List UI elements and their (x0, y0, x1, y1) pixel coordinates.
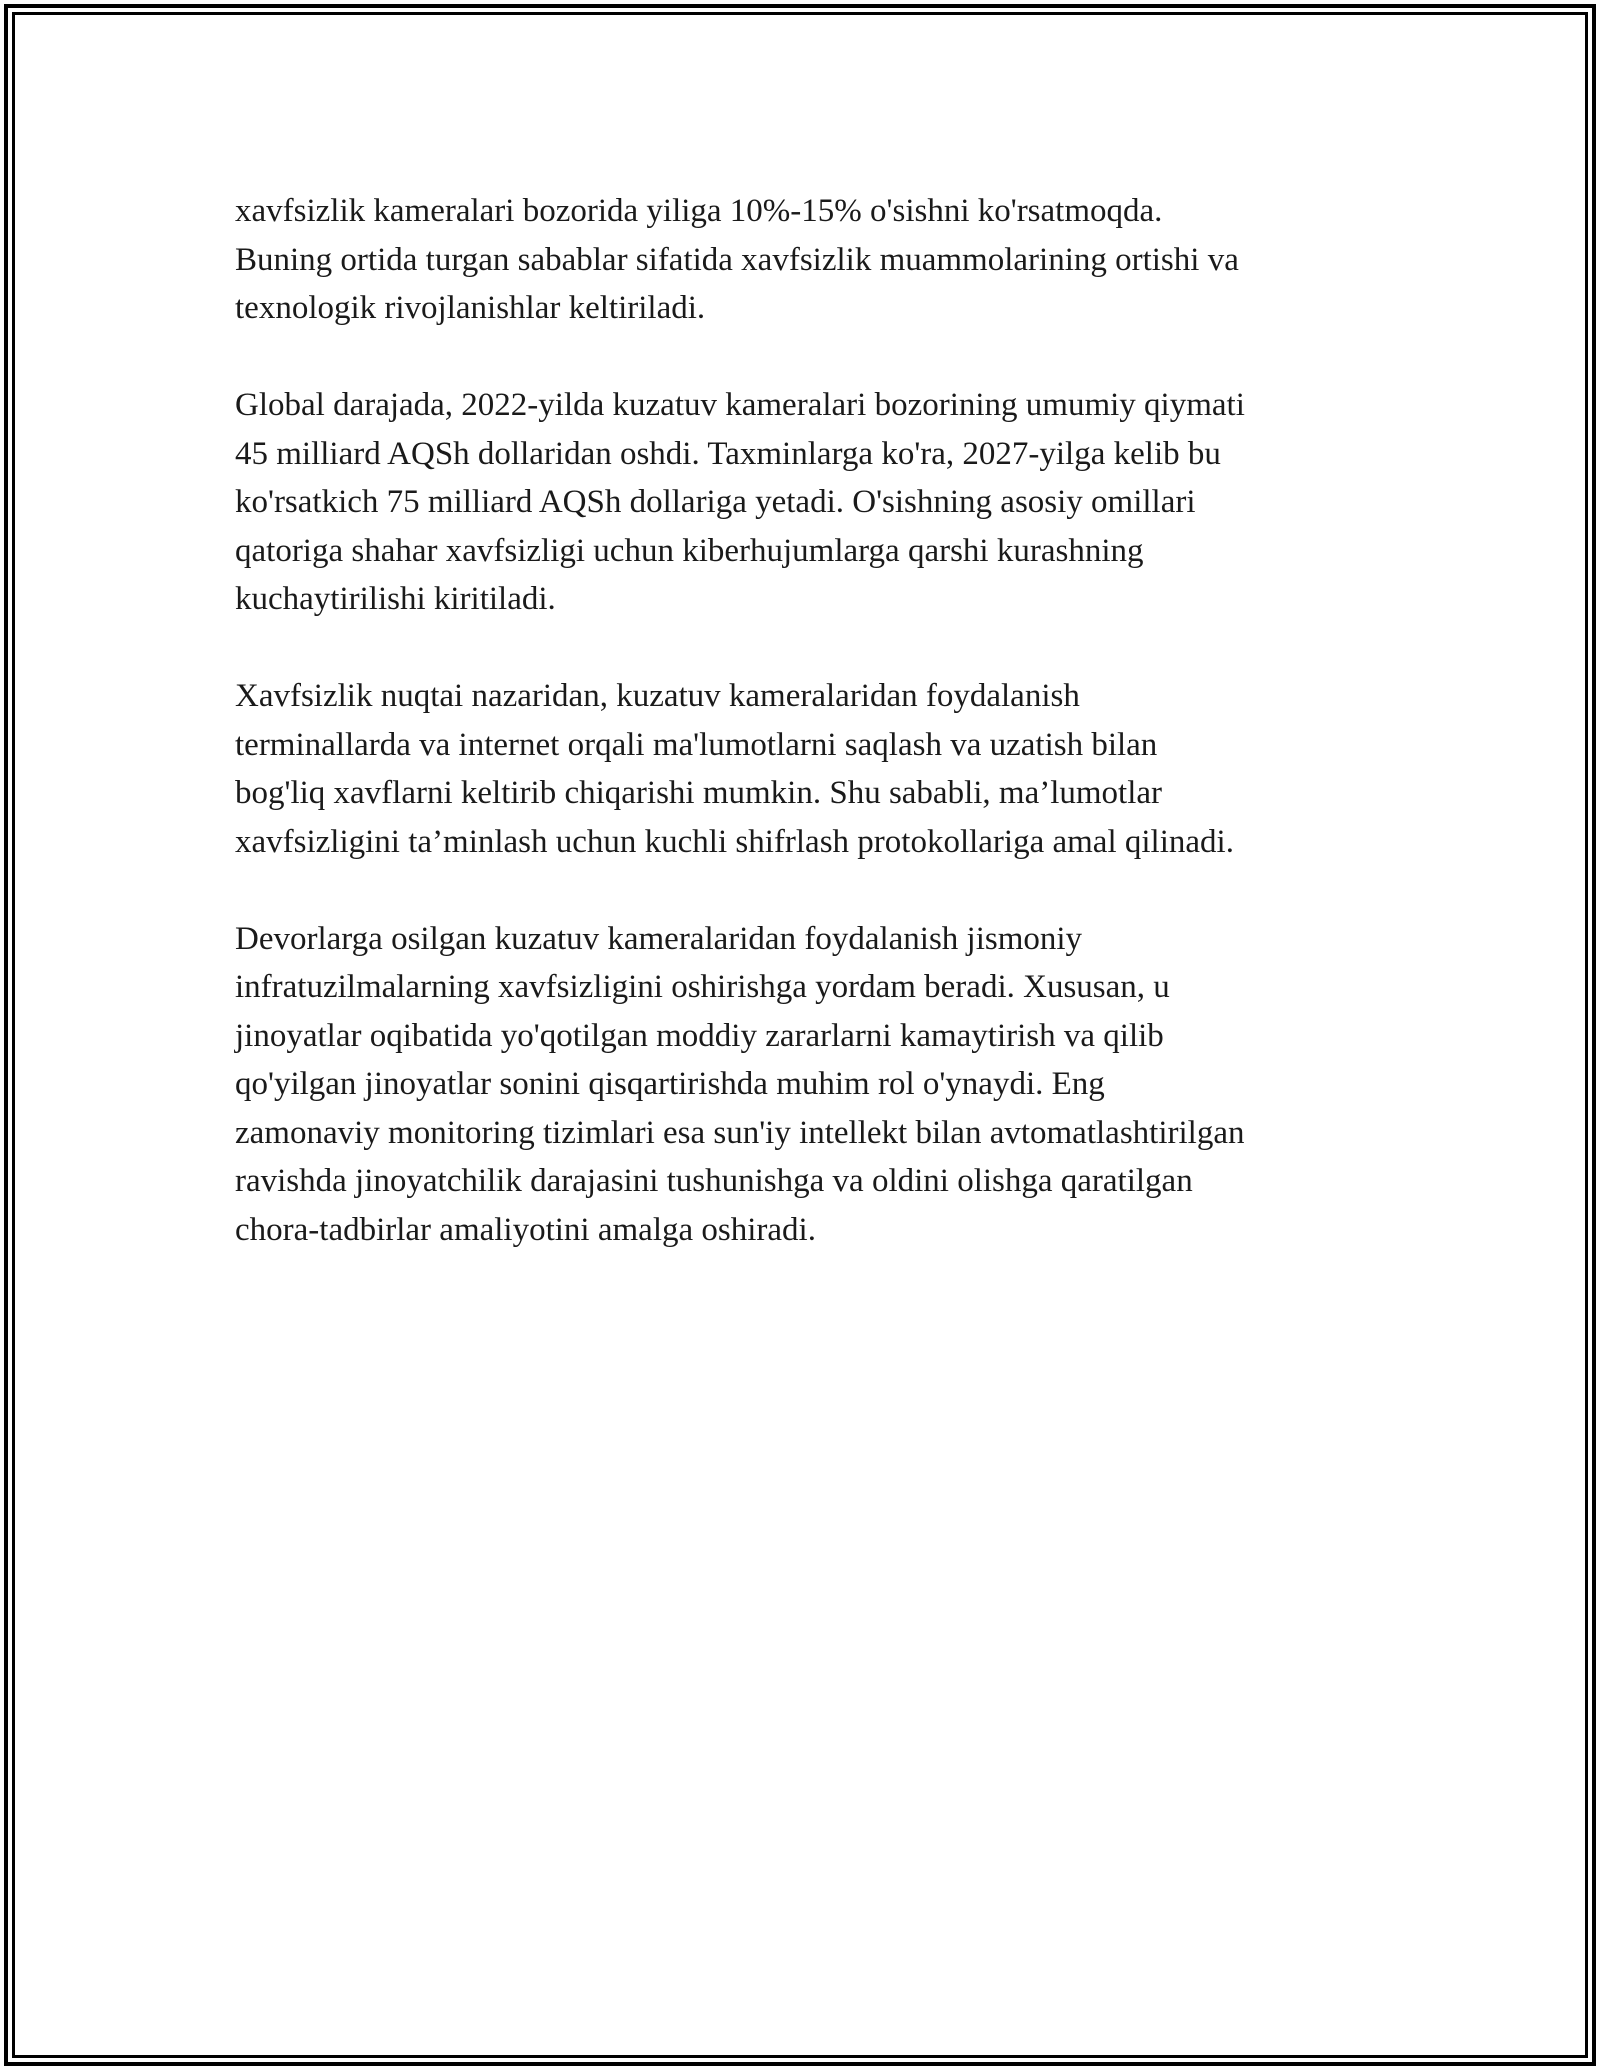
text-line: Xavfsizlik nuqtai nazaridan, kuzatuv kameralaridan foydalanish (235, 678, 1080, 714)
text-line: qatoriga shahar xavfsizligi uchun kiberhujumlarga qarshi kurashning (235, 532, 1144, 569)
paragraph-market-growth (235, 187, 1375, 333)
text-line: zamonaviy monitoring tizimlari esa sun'iy intellekt bilan avtomatlashtirilgan (235, 1114, 1245, 1151)
text-line: Buning ortida turgan sabablar sifatida xavfsizlik muammolarining ortishi va (235, 241, 1239, 278)
text-line: bog'liq xavflarni keltirib chiqarishi mumkin. Shu sababli, ma’lumotlar (235, 775, 1163, 811)
text-line: ravishda jinoyatchilik darajasini tushunishga va oldini olishga qaratilgan (235, 1163, 1193, 1199)
text-line: 45 milliard AQSh dollaridan oshdi. Taxminlarga ko'ra, 2027-yilga kelib bu (235, 435, 1221, 472)
text-line: xavfsizlik kameralari bozorida yiliga 10%-15% o'sishni ko'rsatmoqda. (235, 193, 1163, 229)
document-body (235, 187, 1375, 1303)
text-line: qo'yilgan jinoyatlar sonini qisqartirishda muhim rol o'ynaydi. Eng (235, 1066, 1105, 1102)
text-line: Devorlarga osilgan kuzatuv kameralaridan foydalanish jismoniy (235, 920, 1083, 957)
text-line: jinoyatlar oqibatida yo'qotilgan moddiy zararlarni kamaytirish va qilib (235, 1017, 1164, 1054)
text-line: kuchaytirilishi kiritiladi. (235, 581, 556, 617)
text-line: terminallarda va internet orqali ma'lumotlarni saqlash va uzatish bilan (235, 726, 1158, 763)
paragraph-physical-security (235, 915, 1375, 1255)
paragraph-data-security (235, 672, 1375, 866)
text-line: ko'rsatkich 75 milliard AQSh dollariga yetadi. O'sishning asosiy omillari (235, 484, 1196, 520)
text-line: chora-tadbirlar amaliyotini amalga oshiradi. (235, 1211, 816, 1248)
paragraph-global-market (235, 381, 1375, 624)
text-line: infratuzilmalarning xavfsizligini oshirishga yordam beradi. Xususan, u (235, 969, 1170, 1005)
text-line: Global darajada, 2022-yilda kuzatuv kameralari bozorining umumiy qiymati (235, 387, 1245, 423)
text-line: texnologik rivojlanishlar keltiriladi. (235, 290, 706, 326)
text-line: xavfsizligini ta’minlash uchun kuchli shifrlash protokollariga amal qilinadi. (235, 823, 1234, 860)
